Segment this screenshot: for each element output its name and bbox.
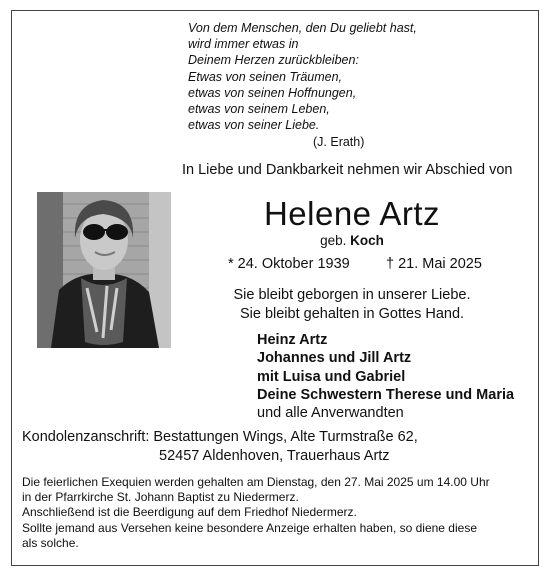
mourner: mit Luisa und Gabriel: [257, 368, 406, 385]
birth-name-prefix: geb.: [320, 233, 347, 248]
poem-line: etwas von seiner Liebe.: [188, 118, 320, 133]
condolence-address: [22, 428, 418, 465]
birth-surname: Koch: [350, 233, 384, 248]
poem-line: Deinem Herzen zurückbleiben:: [188, 53, 359, 68]
poem-line: Von dem Menschen, den Du geliebt hast,: [188, 21, 417, 35]
poem-line: etwas von seinen Hoffnungen,: [188, 85, 357, 100]
birth-date: * 24. Oktober 1939: [228, 256, 350, 272]
poem-author: (J. Erath): [313, 135, 365, 149]
condolence-label: Kondolenzanschrift:: [22, 429, 150, 445]
service-line: in der Pfarrkirche St. Johann Baptist zu Niedermerz.: [22, 490, 299, 505]
condolence-line: 52457 Aldenhoven, Trauerhaus Artz: [159, 447, 390, 464]
mourner: Johannes und Jill Artz: [257, 350, 412, 367]
poem-line: wird immer etwas in: [188, 37, 299, 52]
mourners-list: [257, 331, 514, 422]
deceased-name: Helene Artz: [263, 195, 441, 232]
poem: [188, 20, 417, 133]
saying-line: Sie bleibt gehalten in Gottes Hand.: [239, 306, 465, 322]
mourner: Deine Schwestern Therese und Maria: [257, 386, 515, 403]
service-line: Sollte jemand aus Versehen keine besondere Anzeige erhalten haben, so diene diese: [22, 520, 477, 535]
service-line: als solche.: [22, 535, 79, 550]
intro-text: In Liebe und Dankbarkeit nehmen wir Abschied von: [182, 162, 513, 178]
birth-name: [180, 233, 524, 248]
portrait-photo: [37, 192, 171, 348]
saying: [180, 286, 524, 324]
poem-line: etwas von seinem Leben,: [188, 102, 330, 117]
poem-line: Etwas von seinen Träumen,: [188, 69, 343, 84]
mourner: Heinz Artz: [257, 332, 328, 348]
service-line: Die feierlichen Exequien werden gehalten am Dienstag, den 27. Mai 2025 um 14.00 Uhr: [22, 475, 490, 489]
mourners-rest: und alle Anverwandten: [257, 405, 404, 422]
condolence-line: Bestattungen Wings, Alte Turmstraße 62,: [153, 429, 418, 445]
service-line: Anschließend ist die Beerdigung auf dem Friedhof Niedermerz.: [22, 505, 357, 520]
saying-line: Sie bleibt geborgen in unserer Liebe.: [233, 287, 471, 303]
death-date: † 21. Mai 2025: [386, 256, 482, 272]
service-info: [22, 475, 522, 551]
